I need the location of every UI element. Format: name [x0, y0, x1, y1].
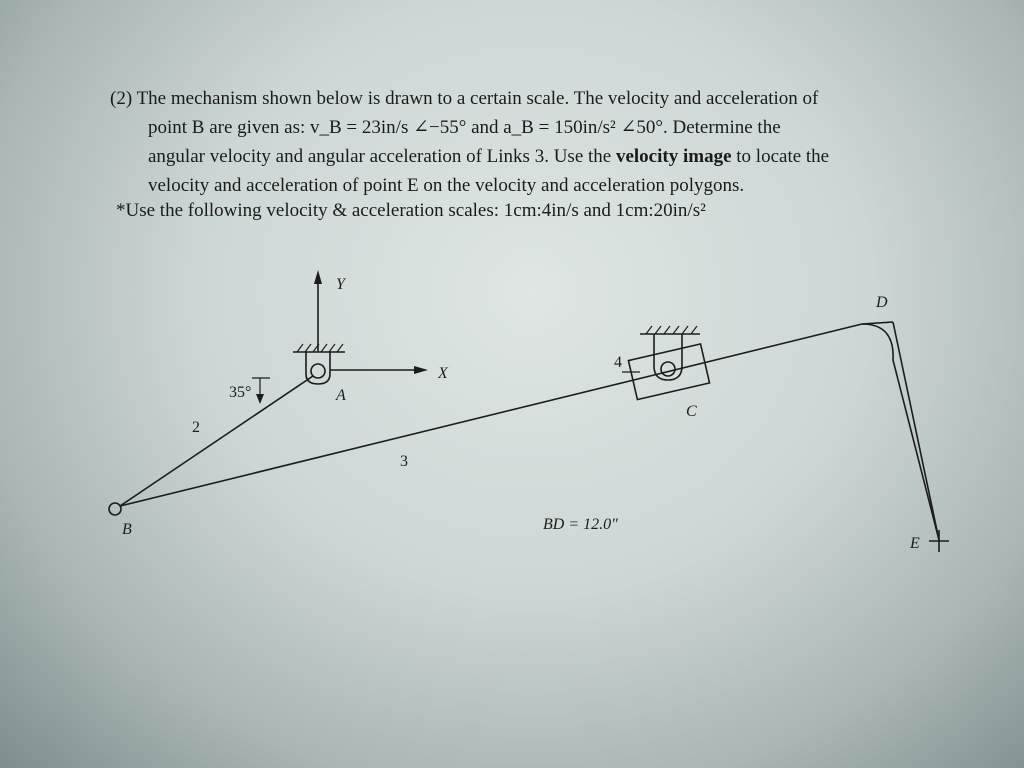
point-b-label: B — [122, 521, 132, 538]
pivot-b-pin — [109, 503, 121, 515]
velocity-image-term: velocity image — [615, 146, 732, 167]
pivot-a-pin — [311, 364, 325, 378]
link-2 — [120, 376, 313, 506]
dimension-bd-label: BD = 12.0" — [543, 516, 618, 533]
y-axis-arrowhead — [314, 270, 322, 284]
link-d-side — [893, 322, 939, 540]
problem-text-3a: angular velocity and angular acceleration of Links 3. Use the — [148, 146, 616, 167]
scales-note: *Use the following velocity & acceleration scales: 1cm:4in/s and 1cm:20in/s² — [116, 200, 706, 221]
problem-number: (2) — [110, 88, 133, 109]
axis-x-label: X — [438, 365, 448, 382]
pivot-c-bracket — [654, 334, 682, 380]
link-4-label: 4 — [614, 354, 622, 371]
point-e-label: E — [910, 535, 920, 552]
problem-line-4: velocity and acceleration of point E on the velocity and acceleration polygons. — [148, 175, 745, 196]
ground-c-hatch — [646, 326, 697, 334]
link-3-label: 3 — [400, 453, 408, 470]
x-axis-arrowhead — [414, 366, 428, 374]
link-d-top — [862, 322, 893, 324]
angle-label: 35° — [229, 384, 252, 401]
point-c-label: C — [686, 403, 697, 420]
link-3 — [120, 324, 862, 506]
problem-text-1: The mechanism shown below is drawn to a certain scale. The velocity and acceleration of — [136, 88, 819, 109]
problem-text-3b: to locate the — [731, 146, 830, 167]
point-a-label: A — [336, 387, 346, 404]
pivot-c-pin — [661, 362, 675, 376]
ground-a-hatch — [297, 344, 343, 352]
angle-arrowhead — [256, 394, 264, 404]
link-2-label: 2 — [192, 419, 200, 436]
point-d-label: D — [876, 294, 888, 311]
problem-line-2: point B are given as: v_B = 23in/s ∠−55° and a_B = 150in/s² ∠50°. Determine the — [148, 117, 781, 138]
axis-y-label: Y — [336, 276, 345, 293]
